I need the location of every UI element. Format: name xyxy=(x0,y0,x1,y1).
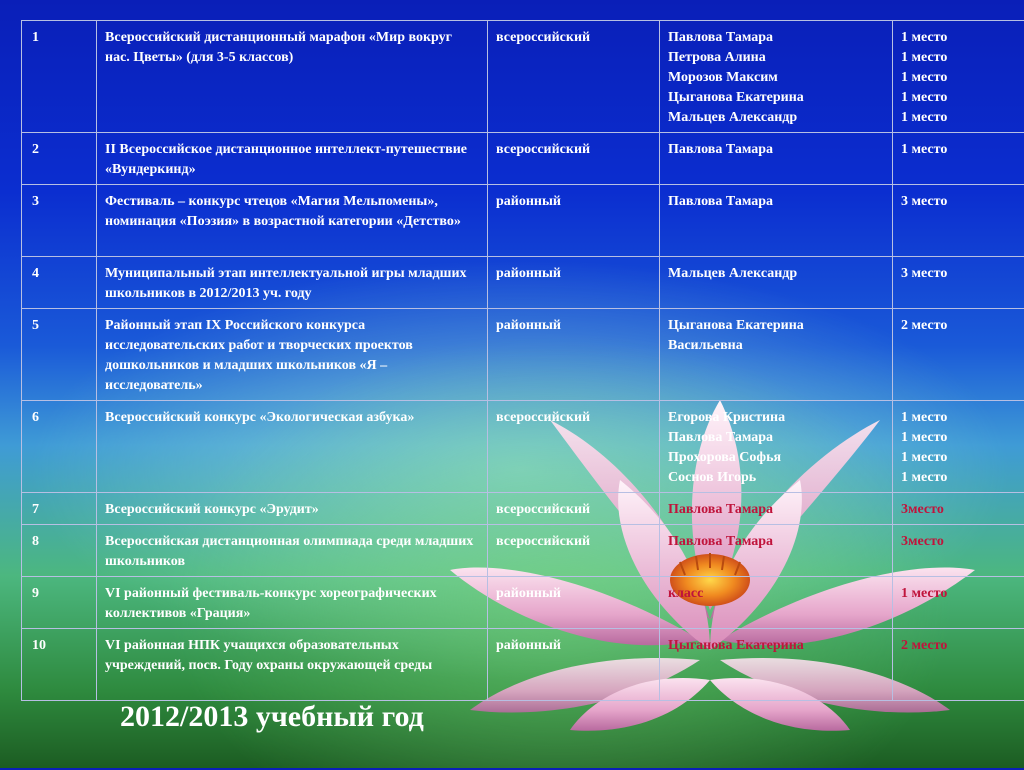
participant-name: Павлова Тамара xyxy=(668,428,884,448)
participants-cell xyxy=(660,21,893,133)
row-number: 8 xyxy=(22,525,97,577)
participants-cell xyxy=(660,185,893,257)
table-row xyxy=(22,257,1024,309)
result-place: 2 место xyxy=(901,636,1022,656)
participant-name: Павлова Тамара xyxy=(668,28,884,48)
table-row xyxy=(22,525,1024,577)
table-row xyxy=(22,629,1024,701)
participant-name: Павлова Тамара xyxy=(668,140,884,160)
result-place: 1 место xyxy=(901,448,1022,468)
results-cell xyxy=(893,629,1024,701)
result-place: 1 место xyxy=(901,48,1022,68)
result-place: 3 место xyxy=(901,264,1022,284)
participant-name: Мальцев Александр xyxy=(668,264,884,284)
event-level: всероссийский xyxy=(488,21,660,133)
result-place: 1 место xyxy=(901,468,1022,488)
participants-cell xyxy=(660,401,893,493)
results-cell xyxy=(893,21,1024,133)
event-level: районный xyxy=(488,577,660,629)
result-place: 1 место xyxy=(901,428,1022,448)
results-cell xyxy=(893,309,1024,401)
row-number: 2 xyxy=(22,133,97,185)
event-name: VI районный фестиваль-конкурс хореографических коллективов «Грация» xyxy=(97,577,488,629)
participants-cell xyxy=(660,309,893,401)
result-place: 1 место xyxy=(901,108,1022,128)
result-place: 1 место xyxy=(901,68,1022,88)
row-number: 5 xyxy=(22,309,97,401)
event-level: районный xyxy=(488,629,660,701)
result-place: 1 место xyxy=(901,140,1022,160)
participants-cell xyxy=(660,257,893,309)
results-cell xyxy=(893,257,1024,309)
participant-name: Павлова Тамара xyxy=(668,532,884,552)
row-number: 1 xyxy=(22,21,97,133)
event-name: Муниципальный этап интеллектуальной игры младших школьников в 2012/2013 уч. году xyxy=(97,257,488,309)
row-number: 7 xyxy=(22,493,97,525)
event-level: всероссийский xyxy=(488,525,660,577)
event-level: всероссийский xyxy=(488,401,660,493)
results-cell xyxy=(893,185,1024,257)
participant-name: Павлова Тамара xyxy=(668,192,884,212)
row-number: 6 xyxy=(22,401,97,493)
participants-cell xyxy=(660,525,893,577)
participants-cell xyxy=(660,577,893,629)
event-name: Всероссийская дистанционная олимпиада среди младших школьников xyxy=(97,525,488,577)
event-level: районный xyxy=(488,185,660,257)
results-cell xyxy=(893,577,1024,629)
results-cell xyxy=(893,525,1024,577)
participant-name: класс xyxy=(668,584,884,604)
event-level: всероссийский xyxy=(488,493,660,525)
event-level: районный xyxy=(488,309,660,401)
event-name: II Всероссийское дистанционное интеллект-путешествие «Вундеркинд» xyxy=(97,133,488,185)
participant-name: Павлова Тамара xyxy=(668,500,884,520)
participant-name: Егорова Кристина xyxy=(668,408,884,428)
row-number: 4 xyxy=(22,257,97,309)
participant-name: Цыганова Екатерина xyxy=(668,316,884,336)
result-place: 3 место xyxy=(901,192,1022,212)
result-place: 1 место xyxy=(901,584,1022,604)
slide-title: 2012/2013 учебный год xyxy=(120,700,424,734)
event-name: Районный этап IX Российского конкурса исследовательских работ и творческих проектов дошкольников и младших школьников «Я – исследователь» xyxy=(97,309,488,401)
awards-table xyxy=(21,20,1024,701)
row-number: 3 xyxy=(22,185,97,257)
event-name: Всероссийский дистанционный марафон «Мир вокруг нас. Цветы» (для 3-5 классов) xyxy=(97,21,488,133)
event-name: VI районная НПК учащихся образовательных учреждений, посв. Году охраны окружающей среды xyxy=(97,629,488,701)
participants-cell xyxy=(660,493,893,525)
event-name: Всероссийский конкурс «Экологическая азбука» xyxy=(97,401,488,493)
table-row xyxy=(22,401,1024,493)
event-name: Всероссийский конкурс «Эрудит» xyxy=(97,493,488,525)
event-level: районный xyxy=(488,257,660,309)
results-cell xyxy=(893,133,1024,185)
row-number: 9 xyxy=(22,577,97,629)
result-place: 3место xyxy=(901,532,1022,552)
table-row xyxy=(22,577,1024,629)
participants-cell xyxy=(660,629,893,701)
table-row xyxy=(22,21,1024,133)
result-place: 1 место xyxy=(901,408,1022,428)
participant-name: Цыганова Екатерина xyxy=(668,636,884,656)
participant-name: Цыганова Екатерина xyxy=(668,88,884,108)
participant-name: Морозов Максим xyxy=(668,68,884,88)
table-row xyxy=(22,133,1024,185)
result-place: 3место xyxy=(901,500,1022,520)
participant-name: Мальцев Александр xyxy=(668,108,884,128)
result-place: 2 место xyxy=(901,316,1022,336)
row-number: 10 xyxy=(22,629,97,701)
table-row xyxy=(22,185,1024,257)
result-place: 1 место xyxy=(901,88,1022,108)
results-cell xyxy=(893,493,1024,525)
participant-name: Соснов Игорь xyxy=(668,468,884,488)
event-level: всероссийский xyxy=(488,133,660,185)
participant-name: Петрова Алина xyxy=(668,48,884,68)
participants-cell xyxy=(660,133,893,185)
event-name: Фестиваль – конкурс чтецов «Магия Мельпомены», номинация «Поэзия» в возрастной категории «Детство» xyxy=(97,185,488,257)
table-row xyxy=(22,493,1024,525)
table-row xyxy=(22,309,1024,401)
participant-name: Прохорова Софья xyxy=(668,448,884,468)
result-place: 1 место xyxy=(901,28,1022,48)
participant-name: Васильевна xyxy=(668,336,884,356)
results-cell xyxy=(893,401,1024,493)
